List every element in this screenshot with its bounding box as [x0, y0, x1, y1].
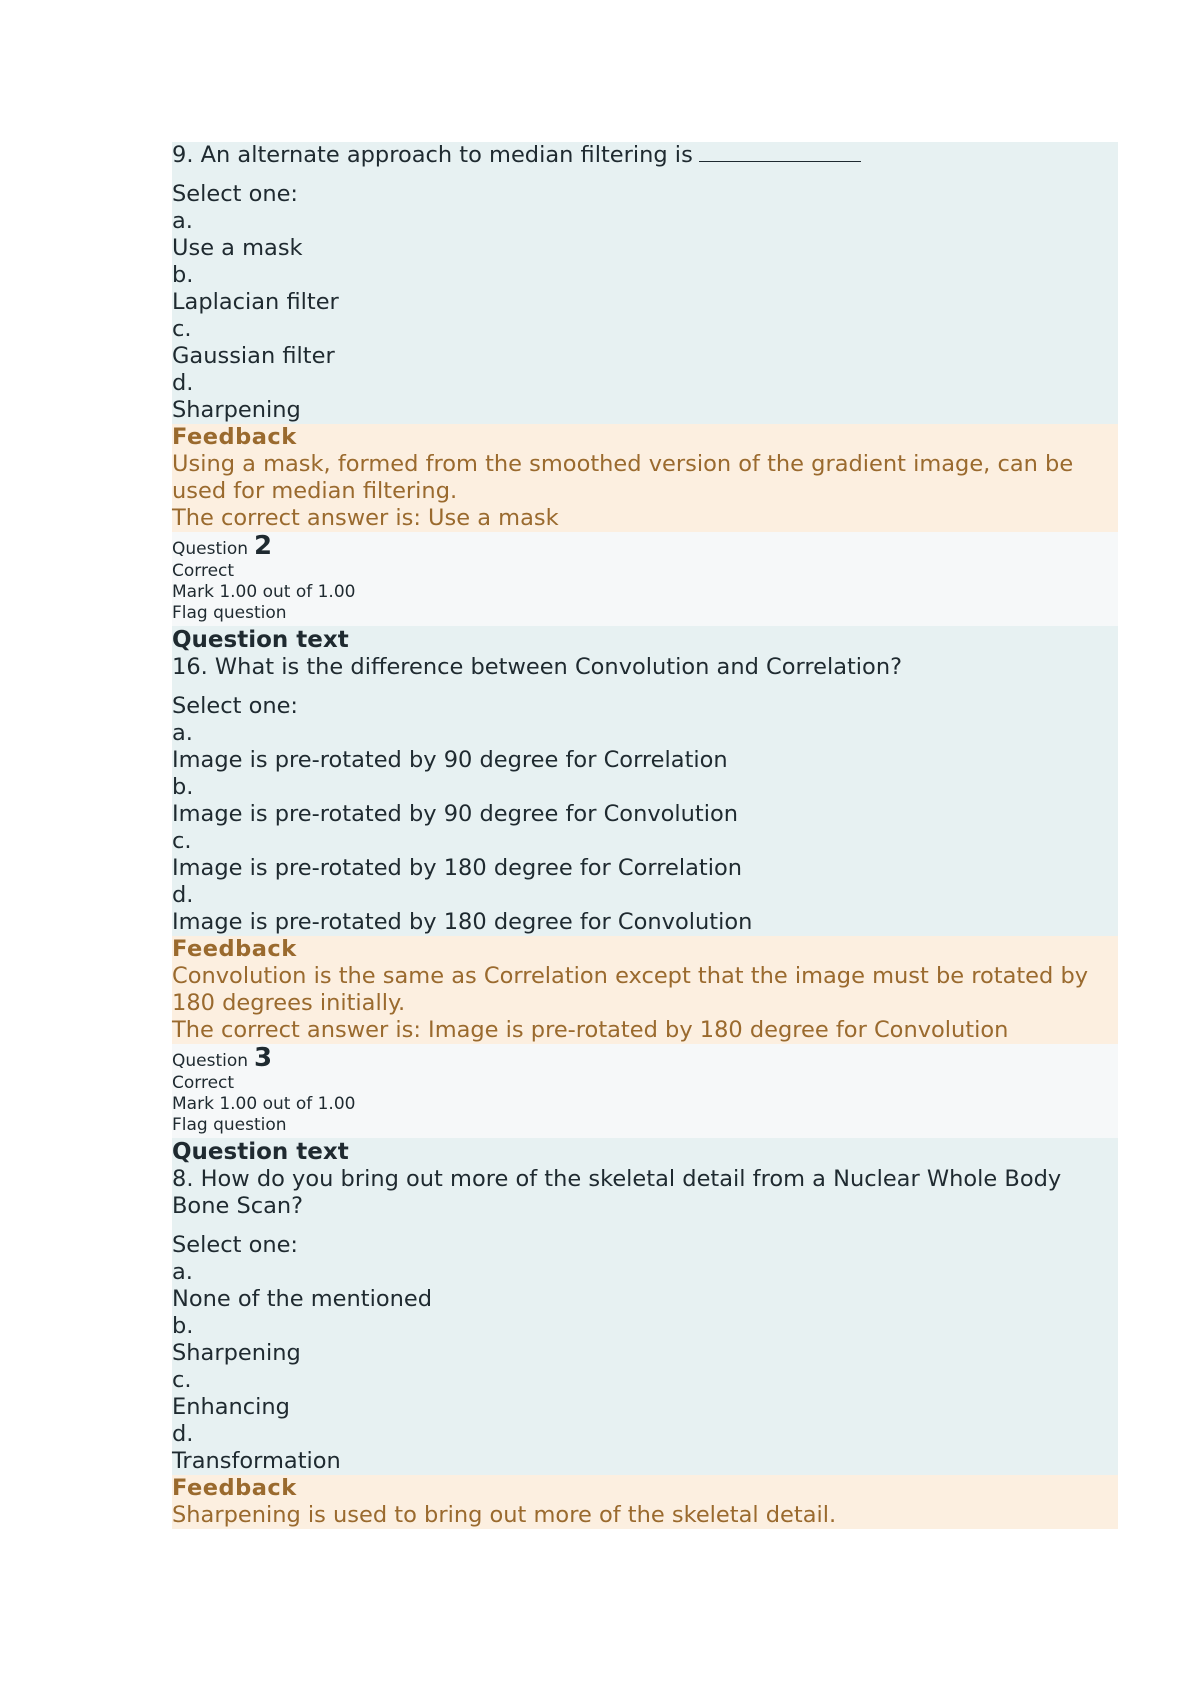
option-letter: a.	[172, 208, 193, 234]
feedback-box	[172, 424, 1118, 532]
feedback-explanation: Sharpening is used to bring out more of the skeletal detail.	[172, 1502, 837, 1528]
feedback-title: Feedback	[172, 1475, 297, 1501]
option-text: Image is pre-rotated by 90 degree for Convolution	[172, 801, 739, 827]
question-mark: Mark 1.00 out of 1.00	[172, 582, 356, 602]
flag-question-link[interactable]: Flag question	[172, 603, 287, 623]
feedback-title: Feedback	[172, 424, 297, 450]
question-info-2	[172, 532, 1118, 626]
question-text: 16. What is the difference between Convolution and Correlation?	[172, 654, 903, 680]
question-label: Question	[172, 539, 249, 559]
feedback-correct-answer: The correct answer is: Image is pre-rotated by 180 degree for Convolution	[172, 1017, 1009, 1043]
option-text: Sharpening	[172, 397, 301, 423]
feedback-title: Feedback	[172, 936, 297, 962]
option-text: Image is pre-rotated by 180 degree for Convolution	[172, 909, 753, 935]
option-letter: d.	[172, 1421, 194, 1447]
option-letter: b.	[172, 774, 194, 800]
option-text: Laplacian filter	[172, 289, 339, 315]
option-text: Image is pre-rotated by 90 degree for Correlation	[172, 747, 728, 773]
option-letter: b.	[172, 1313, 194, 1339]
answer-options	[172, 720, 1118, 936]
option-letter: a.	[172, 720, 193, 746]
question-status: Correct	[172, 561, 235, 581]
question-text-heading: Question text	[172, 1138, 1118, 1166]
select-one-label: Select one:	[172, 181, 299, 207]
option-letter: c.	[172, 316, 192, 342]
answer-options	[172, 1259, 1118, 1475]
answer-blank	[699, 143, 861, 162]
feedback-box	[172, 1475, 1118, 1529]
quiz-review	[172, 142, 1118, 1529]
question-text: 8. How do you bring out more of the skeletal detail from a Nuclear Whole Body Bone Scan?	[172, 1166, 1062, 1219]
option-letter: c.	[172, 1367, 192, 1393]
feedback-explanation: Convolution is the same as Correlation except that the image must be rotated by 180 degrees initially.	[172, 963, 1089, 1016]
question-prompt: 9. An alternate approach to median filtering is	[172, 142, 693, 168]
question-status: Correct	[172, 1073, 235, 1093]
question-block-1	[172, 142, 1118, 424]
question-number-line	[172, 531, 1118, 561]
option-letter: b.	[172, 262, 194, 288]
option-text: Enhancing	[172, 1394, 290, 1420]
flag-question-link[interactable]: Flag question	[172, 1115, 287, 1135]
question-number: 2	[254, 531, 273, 561]
feedback-explanation: Using a mask, formed from the smoothed version of the gradient image, can be used for median filtering.	[172, 451, 1074, 504]
feedback-correct-answer: The correct answer is: Use a mask	[172, 505, 559, 531]
option-text: Transformation	[172, 1448, 341, 1474]
answer-options	[172, 208, 1118, 424]
question-mark: Mark 1.00 out of 1.00	[172, 1094, 356, 1114]
question-number-line	[172, 1043, 1118, 1073]
question-number: 3	[254, 1043, 273, 1073]
option-text: None of the mentioned	[172, 1286, 433, 1312]
question-block-2	[172, 654, 1118, 936]
select-one-label: Select one:	[172, 1232, 299, 1258]
question-info-3	[172, 1044, 1118, 1138]
option-text: Sharpening	[172, 1340, 301, 1366]
option-letter: d.	[172, 370, 194, 396]
option-text: Use a mask	[172, 235, 303, 261]
question-text	[172, 142, 1118, 169]
feedback-box	[172, 936, 1118, 1044]
question-block-3	[172, 1166, 1118, 1475]
option-letter: d.	[172, 882, 194, 908]
option-letter: c.	[172, 828, 192, 854]
option-text: Gaussian filter	[172, 343, 335, 369]
option-letter: a.	[172, 1259, 193, 1285]
question-text-heading: Question text	[172, 626, 1118, 654]
option-text: Image is pre-rotated by 180 degree for Correlation	[172, 855, 742, 881]
question-label: Question	[172, 1051, 249, 1071]
select-one-label: Select one:	[172, 693, 299, 719]
